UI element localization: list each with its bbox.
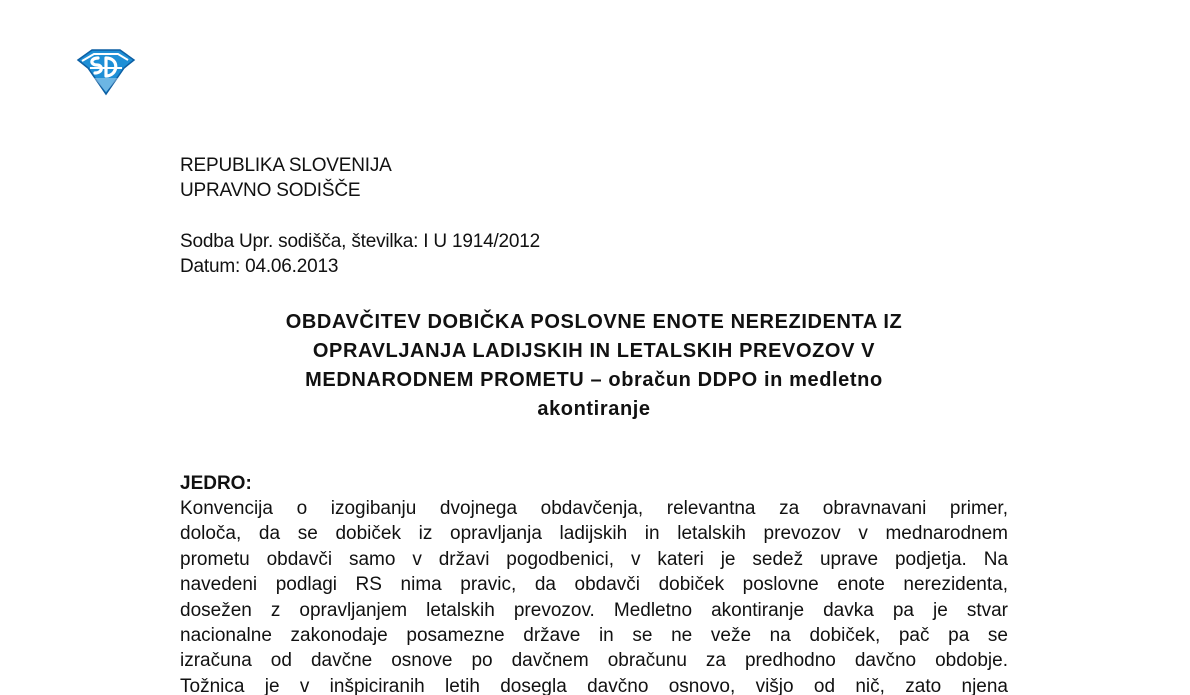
judgment-reference: [180, 229, 540, 279]
case-number: Sodba Upr. sodišča, številka: I U 1914/2012: [180, 231, 541, 252]
title-line-1: OBDAVČITEV DOBIČKA POSLOVNE ENOTE NEREZIDENTA IZ: [285, 311, 903, 333]
body-line: določa, da se dobiček iz opravljanja ladijskih in letalskih prevozov v mednarodnem: [180, 523, 1008, 545]
body-line: nacionalne zakonodaje posamezne države in se ne veže na dobiček, pač pa se: [180, 625, 1008, 647]
body-line: Tožnica je v inšpiciranih letih dosegla davčno osnovo, višjo od nič, zato njena: [180, 675, 1008, 695]
document-title: [180, 308, 1008, 424]
shield-logo-icon: [72, 46, 140, 98]
body-line: dosežen z opravljanjem letalskih prevozov. Medletno akontiranje davka pa je stvar: [180, 599, 1008, 621]
court-logo: [72, 46, 140, 98]
court-header: [180, 153, 392, 203]
title-line-2: OPRAVLJANJA LADIJSKIH IN LETALSKIH PREVOZOV V: [312, 340, 876, 362]
title-line-4: akontiranje: [537, 398, 651, 420]
body-line: navedeni podlagi RS nima pravic, da obdavči dobiček poslovne enote nerezidenta,: [180, 574, 1008, 596]
body-line: prometu obdavči samo v državi pogodbenici, v kateri je sedež uprave podjetja. Na: [180, 548, 1008, 570]
body-line: Konvencija o izogibanju dvojnega obdavčenja, relevantna za obravnavani primer,: [180, 498, 1008, 519]
title-line-3: MEDNARODNEM PROMETU – obračun DDPO in medletno: [305, 369, 883, 391]
judgment-date: Datum: 04.06.2013: [180, 256, 339, 277]
section-body: [180, 496, 1008, 695]
court-name: UPRAVNO SODIŠČE: [180, 180, 361, 201]
body-line: izračuna od davčne osnove po davčnem obračunu za predhodno davčno obdobje.: [180, 650, 1008, 672]
country-name: REPUBLIKA SLOVENIJA: [180, 155, 392, 176]
section-heading: JEDRO:: [180, 473, 252, 494]
